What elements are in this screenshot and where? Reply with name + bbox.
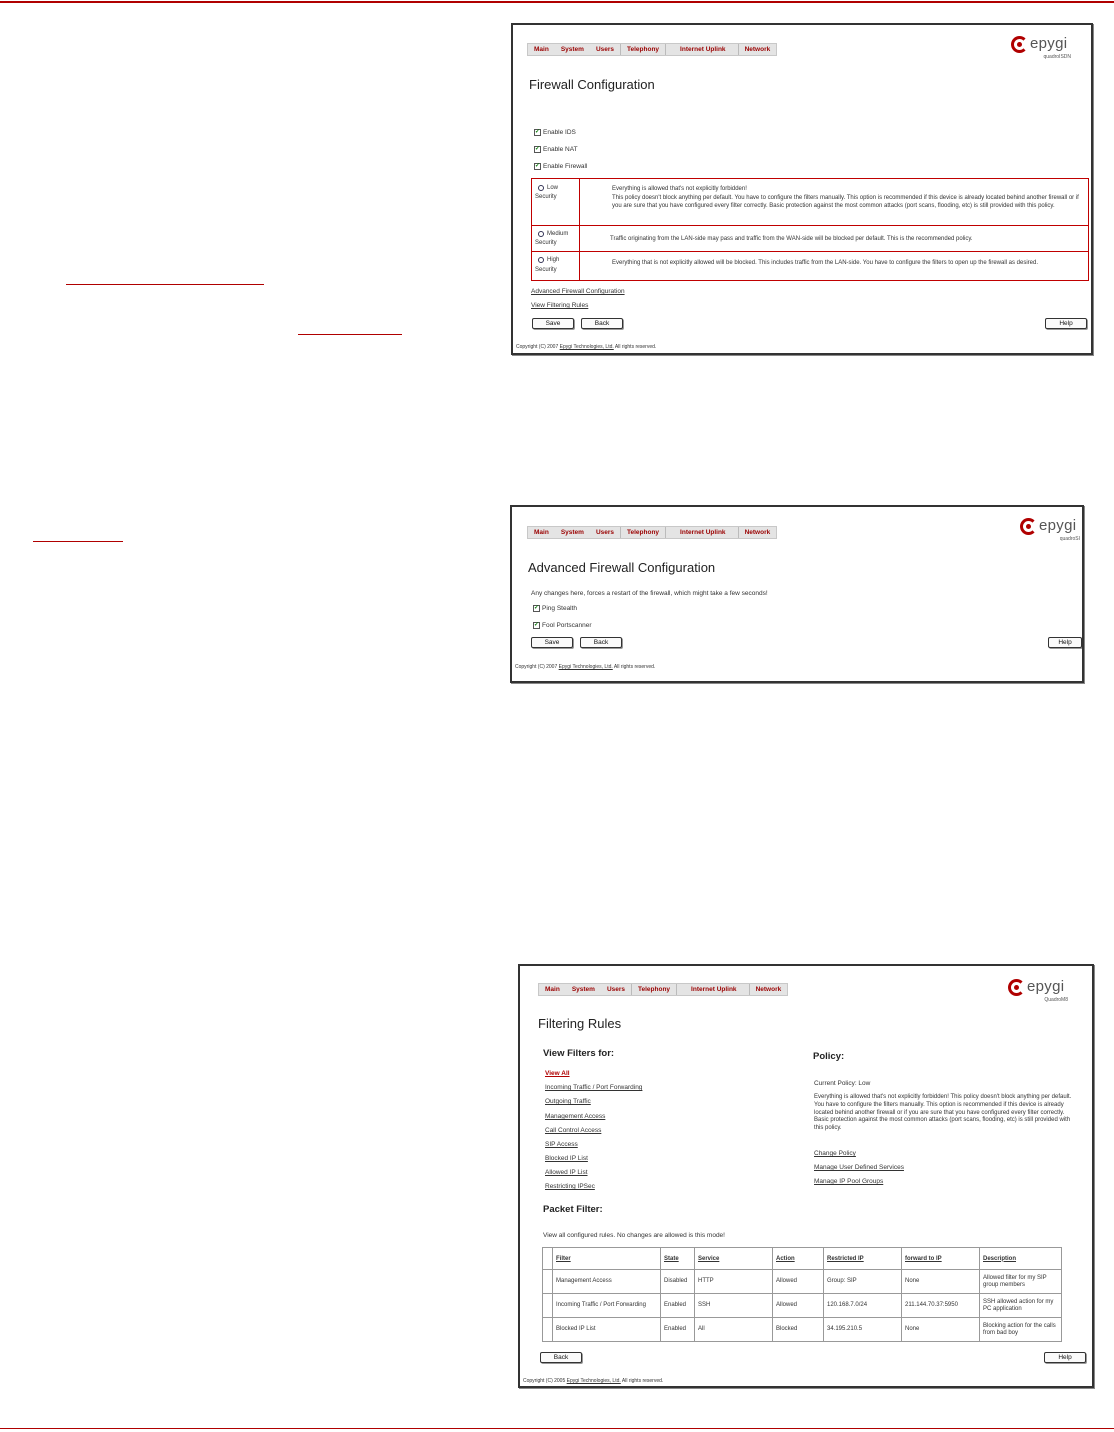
copyright-company-link[interactable]: Epygi Technologies, Ltd. bbox=[566, 1378, 621, 1384]
table-cell: SSH allowed action for my PC application bbox=[980, 1294, 1062, 1318]
main-menu bbox=[538, 983, 788, 996]
copyright-prefix: Copyright (C) 2007 bbox=[516, 344, 559, 350]
table-cell: Allowed filter for my SIP group members bbox=[980, 1270, 1062, 1294]
enable-nat-checkbox[interactable] bbox=[534, 146, 578, 153]
column-restricted-ip[interactable]: Restricted IP bbox=[824, 1248, 902, 1270]
filter-link-sip-access[interactable]: SIP Access bbox=[545, 1141, 578, 1148]
checkmark-icon: ✓ bbox=[535, 163, 541, 169]
menu-system[interactable]: System bbox=[560, 529, 584, 536]
enable-firewall-label: Enable Firewall bbox=[543, 163, 588, 170]
low-security-label: Security bbox=[535, 194, 557, 200]
filter-link-view-all[interactable]: View All bbox=[545, 1070, 570, 1077]
table-cell: Blocking action for the calls from bad boy bbox=[980, 1318, 1062, 1342]
medium-security-desc: Traffic originating from the LAN-side may pass and traffic from the WAN-side will be blocked per default. This is the recommended policy. bbox=[610, 236, 973, 242]
epygi-logo-icon bbox=[1020, 518, 1037, 535]
table-cell: Management Access bbox=[553, 1270, 661, 1294]
low-security-label-cell bbox=[532, 179, 580, 225]
high-security-radio[interactable] bbox=[538, 257, 544, 263]
table-row bbox=[543, 1270, 1062, 1294]
filter-link-outgoing-traffic[interactable]: Outgoing Traffic bbox=[545, 1098, 591, 1105]
table-cell: All bbox=[695, 1318, 773, 1342]
table-cell: HTTP bbox=[695, 1270, 773, 1294]
low-security-title: Everything is allowed that's not explicitly forbidden! bbox=[612, 186, 747, 192]
doc-link-underline-2 bbox=[298, 334, 402, 335]
manage-user-services-link[interactable]: Manage User Defined Services bbox=[814, 1164, 904, 1171]
ping-stealth-label: Ping Stealth bbox=[542, 605, 578, 612]
checkmark-icon: ✓ bbox=[534, 605, 540, 611]
menu-main[interactable]: Main bbox=[534, 46, 549, 53]
copyright-prefix: Copyright (C) 2007 bbox=[515, 664, 558, 670]
menu-internet-uplink[interactable]: Internet Uplink bbox=[665, 44, 738, 55]
medium-label: Medium bbox=[547, 231, 569, 237]
logo-model: QuadroM8 bbox=[1044, 997, 1068, 1003]
high-security-desc: Everything that is not explicitly allowed will be blocked. This includes traffic from the LAN-side. You have to configure the filters to open up the firewall as desired. bbox=[612, 260, 1039, 266]
packet-filter-heading: Packet Filter: bbox=[543, 1204, 603, 1215]
enable-ids-label: Enable IDS bbox=[543, 129, 576, 136]
high-security-label: Security bbox=[535, 267, 557, 273]
back-button[interactable]: Back bbox=[581, 318, 623, 329]
copyright-company-link[interactable]: Epygi Technologies, Ltd. bbox=[559, 344, 614, 350]
medium-security-label: Security bbox=[535, 240, 557, 246]
main-menu bbox=[527, 43, 777, 56]
epygi-logo bbox=[1020, 517, 1080, 543]
medium-security-radio[interactable] bbox=[538, 231, 544, 237]
menu-system[interactable]: System bbox=[560, 46, 584, 53]
menu-users[interactable]: Users bbox=[606, 986, 626, 993]
menu-telephony[interactable]: Telephony bbox=[631, 984, 676, 995]
low-security-text bbox=[612, 185, 1082, 211]
copyright bbox=[523, 1378, 663, 1384]
copyright bbox=[515, 664, 655, 670]
column-description[interactable]: Description bbox=[980, 1248, 1062, 1270]
low-security-radio[interactable] bbox=[538, 185, 544, 191]
copyright-suffix: All rights reserved. bbox=[614, 344, 657, 350]
high-security-option bbox=[531, 251, 1089, 281]
menu-internet-uplink[interactable]: Internet Uplink bbox=[676, 984, 749, 995]
table-cell: None bbox=[902, 1318, 980, 1342]
menu-users[interactable]: Users bbox=[595, 46, 615, 53]
column-service[interactable]: Service bbox=[695, 1248, 773, 1270]
epygi-logo-icon bbox=[1011, 36, 1028, 53]
doc-link-underline-3 bbox=[33, 541, 123, 542]
change-policy-link[interactable]: Change Policy bbox=[814, 1150, 856, 1157]
help-button[interactable]: Help bbox=[1048, 637, 1082, 648]
high-security-label-cell bbox=[532, 252, 580, 280]
logo-brand: epygi bbox=[1027, 978, 1065, 995]
column-forward-ip[interactable]: forward to IP bbox=[902, 1248, 980, 1270]
medium-security-option bbox=[531, 225, 1089, 252]
filter-link-blocked-ip-list[interactable]: Blocked IP List bbox=[545, 1155, 588, 1162]
filter-link-allowed-ip-list[interactable]: Allowed IP List bbox=[545, 1169, 588, 1176]
menu-internet-uplink[interactable]: Internet Uplink bbox=[665, 527, 738, 538]
table-cell: Group: SIP bbox=[824, 1270, 902, 1294]
column-action[interactable]: Action bbox=[773, 1248, 824, 1270]
table-cell: 34.195.210.5 bbox=[824, 1318, 902, 1342]
logo-brand: epygi bbox=[1039, 517, 1077, 534]
table-row bbox=[543, 1318, 1062, 1342]
checkmark-icon: ✓ bbox=[535, 146, 541, 152]
table-cell: None bbox=[902, 1270, 980, 1294]
checkmark-icon: ✓ bbox=[534, 622, 540, 628]
menu-network[interactable]: Network bbox=[738, 527, 777, 538]
medium-security-label-cell bbox=[532, 226, 580, 251]
menu-network[interactable]: Network bbox=[738, 44, 777, 55]
enable-ids-checkbox[interactable] bbox=[534, 129, 576, 136]
menu-network[interactable]: Network bbox=[749, 984, 788, 995]
packet-filter-table bbox=[542, 1247, 1062, 1342]
table-cell: Enabled bbox=[661, 1318, 695, 1342]
table-row bbox=[543, 1294, 1062, 1318]
high-label: High bbox=[547, 257, 560, 263]
filter-link-restricting-ipsec[interactable]: Restricting IPSec bbox=[545, 1183, 595, 1190]
filter-link-incoming-traffic[interactable]: Incoming Traffic / Port Forwarding bbox=[545, 1084, 643, 1091]
enable-firewall-checkbox[interactable] bbox=[534, 163, 587, 170]
table-cell: Disabled bbox=[661, 1270, 695, 1294]
fool-portscanner-checkbox[interactable] bbox=[533, 622, 592, 629]
table-header-blank bbox=[543, 1248, 553, 1270]
table-cell: Allowed bbox=[773, 1294, 824, 1318]
low-security-option bbox=[531, 178, 1089, 226]
help-button[interactable]: Help bbox=[1045, 318, 1087, 329]
table-cell: Allowed bbox=[773, 1270, 824, 1294]
table-header-row bbox=[543, 1248, 1062, 1270]
manage-ip-pool-groups-link[interactable]: Manage IP Pool Groups bbox=[814, 1178, 884, 1185]
table-cell: 211.144.70.37:5950 bbox=[902, 1294, 980, 1318]
table-cell: 120.168.7.0/24 bbox=[824, 1294, 902, 1318]
table-cell: Blocked bbox=[773, 1318, 824, 1342]
copyright-suffix: All rights reserved. bbox=[621, 1378, 664, 1384]
epygi-logo bbox=[1011, 35, 1071, 61]
page-title: Advanced Firewall Configuration bbox=[528, 560, 716, 575]
page-title: Firewall Configuration bbox=[529, 77, 655, 92]
epygi-logo bbox=[1008, 978, 1068, 1004]
copyright-company-link[interactable]: Epygi Technologies, Ltd. bbox=[558, 664, 613, 670]
fool-portscanner-label: Fool Portscanner bbox=[542, 622, 592, 629]
menu-telephony[interactable]: Telephony bbox=[620, 527, 665, 538]
table-cell bbox=[543, 1294, 553, 1318]
packet-filter-note: View all configured rules. No changes are allowed is this mode! bbox=[543, 1232, 725, 1239]
current-policy: Current Policy: Low bbox=[814, 1080, 871, 1087]
logo-model: quadroISDN bbox=[1043, 54, 1071, 60]
view-filters-heading: View Filters for: bbox=[543, 1048, 615, 1059]
page-title: Filtering Rules bbox=[538, 1016, 622, 1031]
filter-link-call-control-access[interactable]: Call Control Access bbox=[545, 1127, 602, 1134]
epygi-logo-icon bbox=[1008, 979, 1025, 996]
column-state[interactable]: State bbox=[661, 1248, 695, 1270]
main-menu bbox=[527, 526, 777, 539]
column-filter[interactable]: Filter bbox=[553, 1248, 661, 1270]
bottom-rule bbox=[0, 1428, 1114, 1429]
menu-users[interactable]: Users bbox=[595, 529, 615, 536]
low-label: Low bbox=[547, 185, 559, 191]
view-filtering-rules-link[interactable]: View Filtering Rules bbox=[531, 302, 589, 309]
copyright-prefix: Copyright (C) 2005 bbox=[523, 1378, 566, 1384]
logo-model: quadroSI bbox=[1059, 536, 1080, 542]
advanced-firewall-link[interactable]: Advanced Firewall Configuration bbox=[531, 288, 625, 295]
menu-telephony[interactable]: Telephony bbox=[620, 44, 665, 55]
restart-notice: Any changes here, forces a restart of the firewall, which might take a few seconds! bbox=[531, 590, 768, 597]
menu-main[interactable]: Main bbox=[534, 529, 549, 536]
filter-link-management-access[interactable]: Management Access bbox=[545, 1113, 606, 1120]
back-button[interactable]: Back bbox=[580, 637, 622, 648]
table-cell bbox=[543, 1270, 553, 1294]
enable-nat-label: Enable NAT bbox=[543, 146, 578, 153]
advanced-firewall-screenshot bbox=[510, 505, 1084, 683]
table-cell bbox=[543, 1318, 553, 1342]
menu-main[interactable]: Main bbox=[545, 986, 560, 993]
save-button[interactable]: Save bbox=[532, 318, 574, 329]
back-button[interactable]: Back bbox=[540, 1352, 582, 1363]
policy-description: Everything is allowed that's not explicitly forbidden! This policy doesn't block anything per default. You have to configure the filters manually. This option is recommended if this device is already located behind another firewall or if you are sure that you have configured every filter correctly. Basic protection against the most common attacks (port scans, flooding, etc) is still provided with this policy. bbox=[814, 1094, 1072, 1132]
table-cell: SSH bbox=[695, 1294, 773, 1318]
filtering-rules-screenshot bbox=[518, 964, 1094, 1388]
checkmark-icon: ✓ bbox=[535, 129, 541, 135]
copyright-suffix: All rights reserved. bbox=[613, 664, 656, 670]
table-cell: Incoming Traffic / Port Forwarding bbox=[553, 1294, 661, 1318]
firewall-config-screenshot bbox=[511, 23, 1093, 355]
copyright bbox=[516, 344, 656, 350]
help-button[interactable]: Help bbox=[1044, 1352, 1086, 1363]
top-rule bbox=[0, 1, 1114, 3]
table-cell: Enabled bbox=[661, 1294, 695, 1318]
table-cell: Blocked IP List bbox=[553, 1318, 661, 1342]
doc-link-underline-1 bbox=[66, 284, 264, 285]
ping-stealth-checkbox[interactable] bbox=[533, 605, 577, 612]
save-button[interactable]: Save bbox=[531, 637, 573, 648]
low-security-desc: This policy doesn't block anything per default. You have to configure the filters manually. This option is recommended if this device is already located behind another firewall or if you are sure that you have configured every filter correctly. Basic protection against the most common attacks (port scans, flooding, etc) is still provided with this policy. bbox=[612, 194, 1079, 209]
menu-system[interactable]: System bbox=[571, 986, 595, 993]
policy-heading: Policy: bbox=[813, 1051, 845, 1062]
logo-brand: epygi bbox=[1030, 35, 1068, 52]
